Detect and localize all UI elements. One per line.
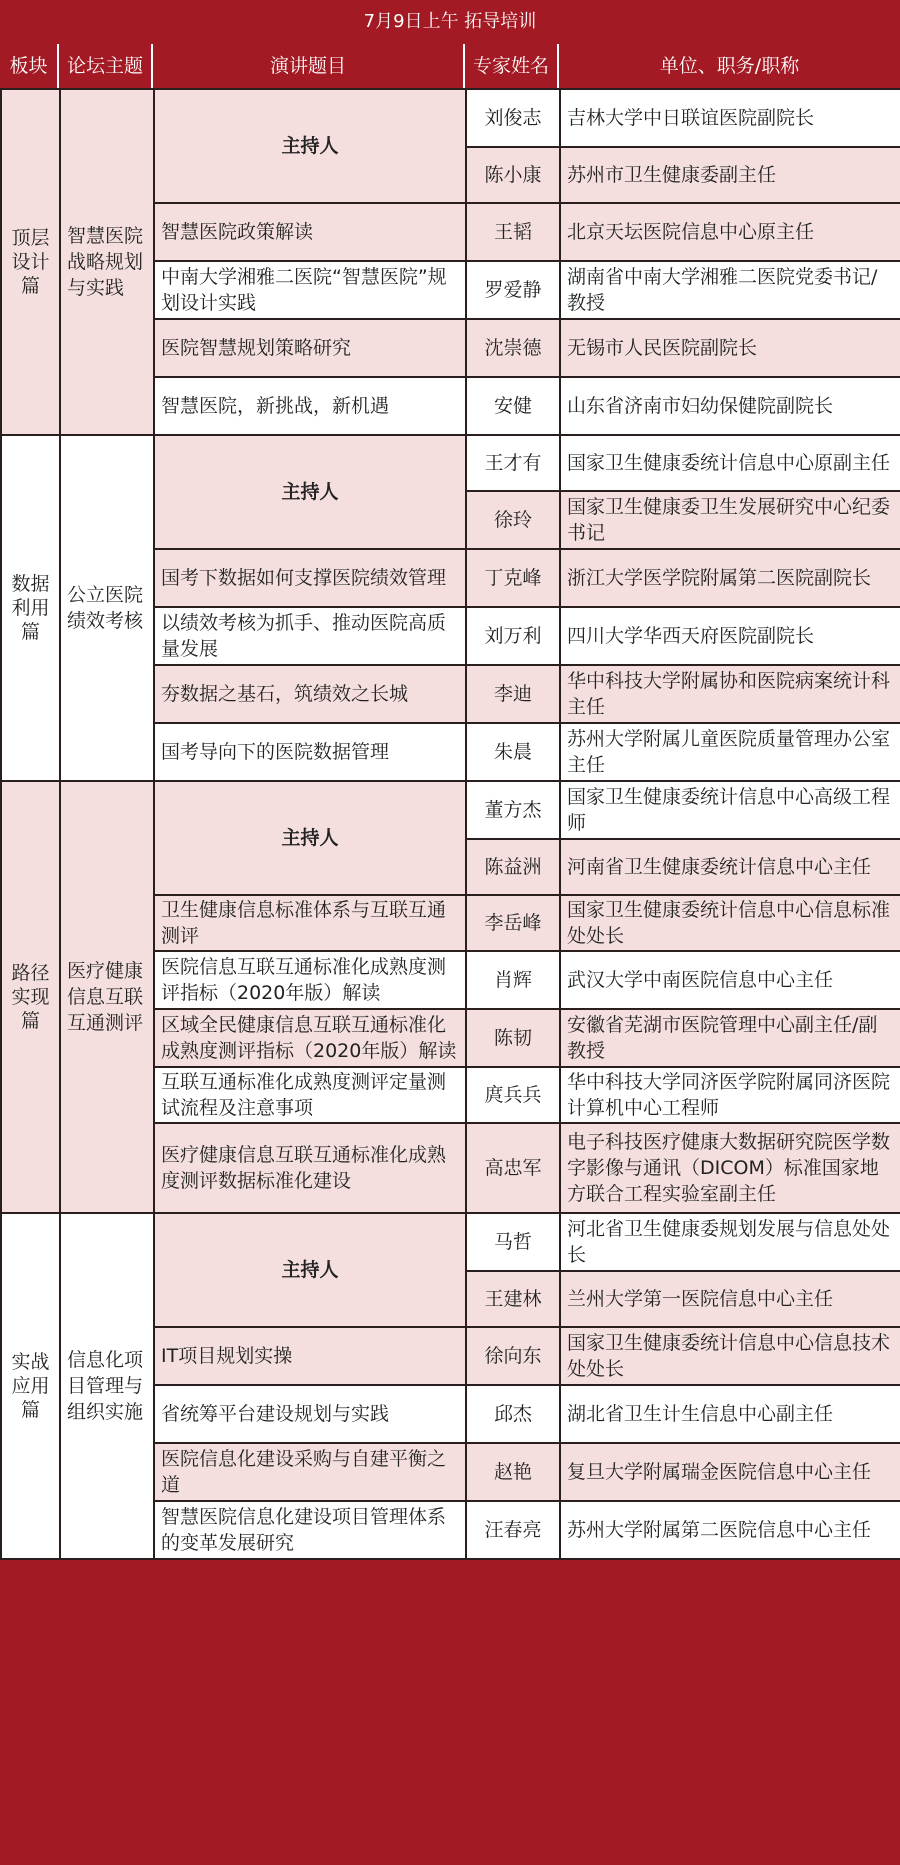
expert-name: 陈韧 [466,1009,560,1067]
talk-title: 智慧医院，新挑战，新机遇 [154,377,466,435]
expert-org: 安徽省芜湖市医院管理中心副主任/副教授 [560,1009,900,1067]
expert-org: 北京天坛医院信息中心原主任 [560,203,900,261]
expert-name: 汪春亮 [466,1501,560,1559]
expert-name: 董方杰 [466,781,560,839]
talk-title: 卫生健康信息标准体系与互联互通测评 [154,895,466,951]
expert-org: 武汉大学中南医院信息中心主任 [560,951,900,1009]
forum-topic: 医疗健康信息互联互通测评 [60,781,154,1213]
expert-org: 湖南省中南大学湘雅二医院党委书记/教授 [560,261,900,319]
host-label: 主持人 [154,781,466,895]
expert-org: 兰州大学第一医院信息中心主任 [560,1271,900,1327]
expert-org: 国家卫生健康委统计信息中心信息标准处处长 [560,895,900,951]
expert-name: 马哲 [466,1213,560,1271]
expert-name: 陈益洲 [466,839,560,895]
header-forum: 论坛主题 [59,44,153,88]
talk-title: 省统筹平台建设规划与实践 [154,1385,466,1443]
expert-name: 庹兵兵 [466,1067,560,1123]
expert-name: 王建林 [466,1271,560,1327]
host-label: 主持人 [154,89,466,203]
expert-org: 浙江大学医学院附属第二医院副院长 [560,549,900,607]
expert-org: 国家卫生健康委卫生发展研究中心纪委书记 [560,491,900,549]
expert-name: 赵艳 [466,1443,560,1501]
expert-name: 刘俊志 [466,89,560,147]
talk-title: 医院信息化建设采购与自建平衡之道 [154,1443,466,1501]
expert-org: 吉林大学中日联谊医院副院长 [560,89,900,147]
expert-org: 国家卫生健康委统计信息中心高级工程师 [560,781,900,839]
expert-org: 无锡市人民医院副院长 [560,319,900,377]
expert-name: 邱杰 [466,1385,560,1443]
expert-name: 王韬 [466,203,560,261]
talk-title: 区域全民健康信息互联互通标准化成熟度测评指标（2020年版）解读 [154,1009,466,1067]
section-label: 路径实现篇 [1,781,60,1213]
expert-name: 朱晨 [466,723,560,781]
talk-title: 夯数据之基石，筑绩效之长城 [154,665,466,723]
talk-title: 中南大学湘雅二医院“智慧医院”规划设计实践 [154,261,466,319]
expert-org: 湖北省卫生计生信息中心副主任 [560,1385,900,1443]
expert-org: 华中科技大学同济医学院附属同济医院计算机中心工程师 [560,1067,900,1123]
host-label: 主持人 [154,1213,466,1327]
expert-name: 安健 [466,377,560,435]
expert-org: 苏州大学附属第二医院信息中心主任 [560,1501,900,1559]
expert-name: 罗爱静 [466,261,560,319]
header-section: 板块 [0,44,59,88]
header-expert: 专家姓名 [465,44,559,88]
table-row [1,435,900,491]
agenda-table [0,88,900,1560]
expert-name: 陈小康 [466,147,560,203]
table-row [1,781,900,839]
forum-topic: 公立医院绩效考核 [60,435,154,781]
footer-bar [0,1837,900,1865]
section-label: 顶层设计篇 [1,89,60,435]
expert-name: 刘万利 [466,607,560,665]
expert-org: 国家卫生健康委统计信息中心信息技术处处长 [560,1327,900,1385]
expert-name: 王才有 [466,435,560,491]
expert-name: 徐玲 [466,491,560,549]
expert-name: 徐向东 [466,1327,560,1385]
table-row [1,1213,900,1271]
expert-org: 复旦大学附属瑞金医院信息中心主任 [560,1443,900,1501]
expert-org: 苏州市卫生健康委副主任 [560,147,900,203]
talk-title: 智慧医院政策解读 [154,203,466,261]
talk-title: 医院信息互联互通标准化成熟度测评指标（2020年版）解读 [154,951,466,1009]
section-label: 数据利用篇 [1,435,60,781]
expert-org: 苏州大学附属儿童医院质量管理办公室主任 [560,723,900,781]
talk-title: 医疗健康信息互联互通标准化成熟度测评数据标准化建设 [154,1123,466,1213]
talk-title: IT项目规划实操 [154,1327,466,1385]
expert-name: 李岳峰 [466,895,560,951]
page-title: 7月9日上午 拓导培训 [0,0,900,44]
header-topic: 演讲题目 [153,44,465,88]
talk-title: 国考下数据如何支撑医院绩效管理 [154,549,466,607]
expert-org: 河北省卫生健康委规划发展与信息处处长 [560,1213,900,1271]
section-label: 实战应用篇 [1,1213,60,1559]
table-row [1,89,900,147]
talk-title: 医院智慧规划策略研究 [154,319,466,377]
expert-name: 肖辉 [466,951,560,1009]
host-label: 主持人 [154,435,466,549]
expert-name: 丁克峰 [466,549,560,607]
header-org: 单位、职务/职称 [659,55,800,77]
table-header-row [0,44,900,88]
talk-title: 智慧医院信息化建设项目管理体系的变革发展研究 [154,1501,466,1559]
talk-title: 国考导向下的医院数据管理 [154,723,466,781]
talk-title: 以绩效考核为抓手、推动医院高质量发展 [154,607,466,665]
expert-org: 山东省济南市妇幼保健院副院长 [560,377,900,435]
expert-org: 四川大学华西天府医院副院长 [560,607,900,665]
expert-org: 华中科技大学附属协和医院病案统计科主任 [560,665,900,723]
expert-name: 高忠军 [466,1123,560,1213]
expert-org: 河南省卫生健康委统计信息中心主任 [560,839,900,895]
forum-topic: 智慧医院战略规划与实践 [60,89,154,435]
expert-org: 电子科技医疗健康大数据研究院医学数字影像与通讯（DICOM）标准国家地方联合工程实验室副主任 [560,1123,900,1213]
expert-org: 国家卫生健康委统计信息中心原副主任 [560,435,900,491]
talk-title: 互联互通标准化成熟度测评定量测试流程及注意事项 [154,1067,466,1123]
expert-name: 沈崇德 [466,319,560,377]
expert-name: 李迪 [466,665,560,723]
forum-topic: 信息化项目管理与组织实施 [60,1213,154,1559]
